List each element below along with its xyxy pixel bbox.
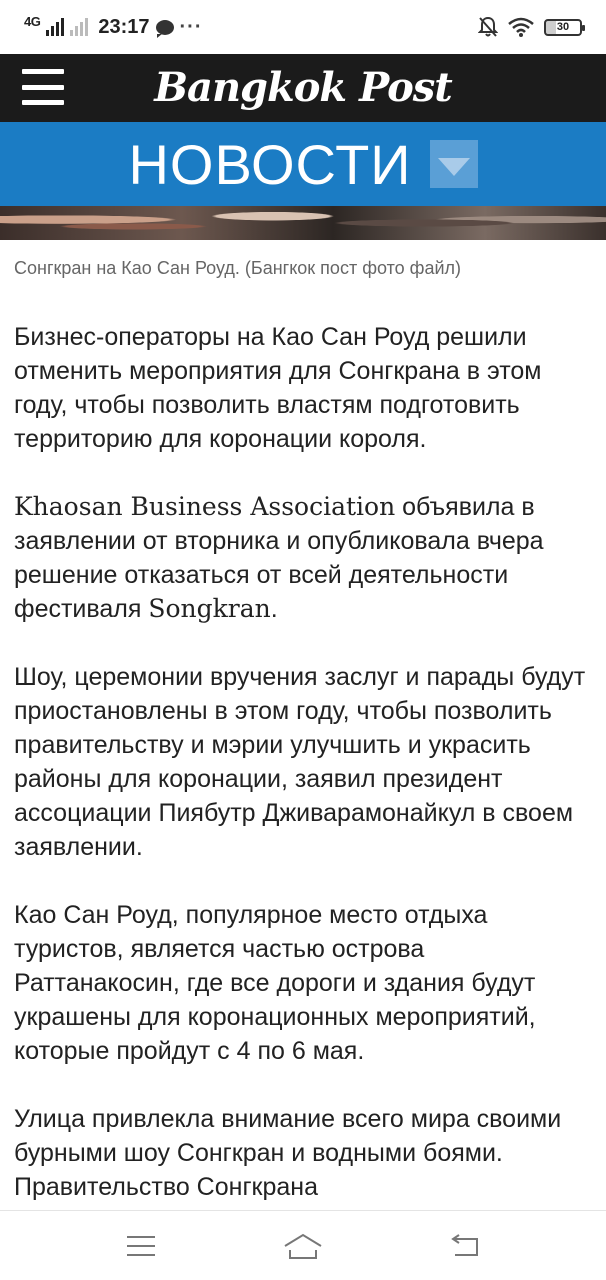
article-paragraph-2 bbox=[14, 490, 594, 626]
message-notification-icon bbox=[156, 20, 174, 35]
status-left bbox=[24, 13, 478, 39]
article-photo bbox=[0, 206, 606, 240]
article-paragraph-4: Као Сан Роуд, популярное место отдыха туристов, является частью острова Раттанакосин, где все дороги и здания будут украшены для коронационных мероприятий, которые пройдут с 4 по 6 мая. bbox=[14, 901, 536, 1065]
bangkok-post-logo[interactable]: Bangkok Post bbox=[154, 64, 452, 111]
battery-icon: 30 bbox=[544, 19, 582, 36]
photo-caption: Сонгкран на Као Сан Роуд. (Бангкок пост фото файл) bbox=[14, 258, 462, 278]
org-name: Khaosan Business Association bbox=[14, 492, 396, 521]
mute-bell-icon bbox=[478, 16, 498, 38]
paragraph-2-text: объявила в заявлении от вторника и опубликовала вчера решение отказаться от всей деятельности фестиваля bbox=[14, 493, 544, 623]
home-icon bbox=[283, 1232, 323, 1260]
article-paragraph-1: Бизнес-операторы на Као Сан Роуд решили отменить мероприятия для Сонгкрана в этом году, чтобы позволить властям подготовить территорию для коронации короля. bbox=[14, 323, 542, 453]
article-body bbox=[14, 320, 594, 1238]
recent-apps-button[interactable] bbox=[116, 1226, 166, 1266]
clock-time: 23:17 bbox=[98, 15, 150, 38]
paragraph-2-end: . bbox=[270, 595, 278, 623]
article-paragraph-3: Шоу, церемонии вручения заслуг и парады будут приостановлены в этом году, чтобы позволить правительству и мэрии улучшить и украсить районы для коронации, заявил президент ассоциации Пиябутр Дживарамонайкул в своем заявлении. bbox=[14, 663, 586, 861]
app-header bbox=[0, 54, 606, 122]
status-right bbox=[478, 16, 582, 38]
home-button[interactable] bbox=[278, 1226, 328, 1266]
status-bar bbox=[0, 0, 606, 54]
chevron-down-icon bbox=[438, 158, 470, 176]
article-paragraph-5: Улица привлекла внимание всего мира своими бурными шоу Сонгкран и водными боями. Правительство Сонгкрана bbox=[14, 1105, 562, 1201]
signal-strength-icon bbox=[46, 18, 64, 36]
wifi-icon bbox=[508, 17, 534, 37]
section-title: НОВОСТИ bbox=[128, 132, 412, 196]
festival-name: Songkran bbox=[148, 594, 271, 623]
back-button[interactable] bbox=[440, 1226, 490, 1266]
menu-icon bbox=[127, 1236, 155, 1256]
back-icon bbox=[449, 1233, 481, 1259]
signal-strength-2-icon bbox=[70, 18, 88, 36]
network-type: 4G bbox=[24, 13, 41, 29]
system-nav-bar bbox=[0, 1210, 606, 1280]
section-bar bbox=[0, 122, 606, 206]
section-dropdown-button[interactable] bbox=[430, 140, 478, 188]
more-notifications-icon: ··· bbox=[179, 15, 203, 38]
